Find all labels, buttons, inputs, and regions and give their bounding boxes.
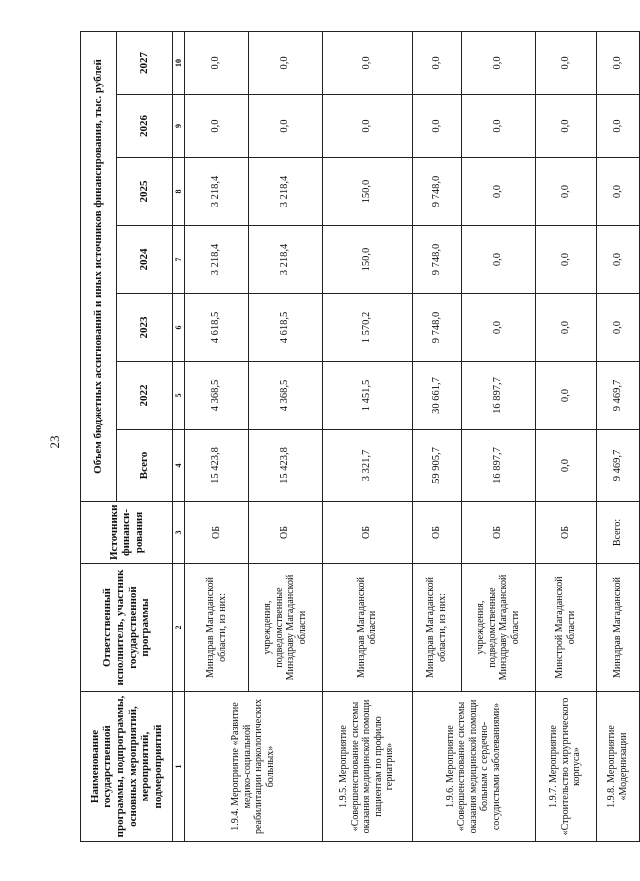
column-index: 3 [173,502,185,564]
value-cell: 0,0 [412,31,461,94]
value-cell: 0,0 [322,95,412,158]
value-cell: 3 218,4 [248,158,322,226]
value-cell: 0,0 [535,362,596,430]
value-cell: 16 897,7 [461,362,535,430]
financing-table [80,31,640,842]
value-cell: 4 368,5 [248,362,322,430]
header-year: 2026 [117,95,173,158]
value-cell: 0,0 [535,294,596,362]
header-name: Наименование государственной программы, подпрограммы, основных мероприятий, мероприятий, подмероприятий [81,692,173,842]
value-cell: 0,0 [185,31,248,94]
header-year: 2022 [117,362,173,430]
activity-name: 1.9.4. Мероприятие «Развитие медико-социальной реабилитации наркологических больных» [185,692,322,842]
executor-cell: учреждения, подведомственные Минздраву Магаданской области [461,564,535,692]
value-cell: 3 321,7 [322,430,412,502]
value-cell: 0,0 [461,158,535,226]
executor-cell: Минздрав Магаданской области [322,564,412,692]
value-cell: 0,0 [535,226,596,294]
column-index: 5 [173,362,185,430]
value-cell: 0,0 [596,158,639,226]
executor-cell: Минздрав Магаданской области, из них: [185,564,248,692]
source-cell: ОБ [535,502,596,564]
column-index: 10 [173,31,185,94]
header-year: 2027 [117,31,173,94]
executor-cell: Минздрав Магаданской [596,564,639,692]
value-cell: 1 570,2 [322,294,412,362]
value-cell: 0,0 [461,95,535,158]
rotated-table-container [80,32,640,842]
value-cell: 0,0 [535,95,596,158]
value-cell: 0,0 [596,95,639,158]
table-row [185,31,248,841]
column-index: 2 [173,564,185,692]
value-cell: 150,0 [322,226,412,294]
value-cell: 9 748,0 [412,158,461,226]
value-cell: 16 897,7 [461,430,535,502]
page-number: 23 [47,435,62,449]
column-index: 6 [173,294,185,362]
source-cell: ОБ [461,502,535,564]
value-cell: 0,0 [596,294,639,362]
header-year: Всего [117,430,173,502]
table-row [412,31,461,841]
value-cell: 0,0 [412,95,461,158]
header-year: 2023 [117,294,173,362]
value-cell: 0,0 [535,31,596,94]
executor-cell: Минздрав Магаданской области, из них: [412,564,461,692]
value-cell: 0,0 [461,31,535,94]
source-cell: Всего: [596,502,639,564]
value-cell: 30 661,7 [412,362,461,430]
value-cell: 4 618,5 [185,294,248,362]
activity-name: 1.9.8. Мероприятие «Модернизации [596,692,639,842]
value-cell: 9 748,0 [412,294,461,362]
value-cell: 0,0 [248,95,322,158]
value-cell: 3 218,4 [248,226,322,294]
table-row [322,31,412,841]
value-cell: 0,0 [322,31,412,94]
column-index: 7 [173,226,185,294]
column-index: 1 [173,692,185,842]
source-cell: ОБ [248,502,322,564]
header-source: Источники финанси-рования [81,502,173,564]
value-cell: 9 469,7 [596,430,639,502]
value-cell: 0,0 [596,226,639,294]
header-year: 2024 [117,226,173,294]
header-volume: Объем бюджетных ассигнований и иных источников финансирования, тыс. рублей [81,31,117,501]
value-cell: 15 423,8 [185,430,248,502]
source-cell: ОБ [412,502,461,564]
executor-cell: учреждения, подведомственные Минздраву Магаданской области [248,564,322,692]
activity-name: 1.9.7. Мероприятие «Строительство хирургического корпуса» [535,692,596,842]
header-executor: Ответственный исполнитель, участник государственной программы [81,564,173,692]
value-cell: 0,0 [535,158,596,226]
column-index: 8 [173,158,185,226]
value-cell: 3 218,4 [185,158,248,226]
value-cell: 1 451,5 [322,362,412,430]
column-index: 9 [173,95,185,158]
value-cell: 3 218,4 [185,226,248,294]
header-year: 2025 [117,158,173,226]
value-cell: 4 618,5 [248,294,322,362]
value-cell: 0,0 [461,226,535,294]
value-cell: 0,0 [248,31,322,94]
table-row [596,31,639,841]
value-cell: 59 905,7 [412,430,461,502]
value-cell: 0,0 [461,294,535,362]
value-cell: 9 748,0 [412,226,461,294]
activity-name: 1.9.6. Мероприятие «Совершенствование системы оказания медицинской помощи больным с сердечно-сосудистыми заболеваниями» [412,692,535,842]
source-cell: ОБ [185,502,248,564]
source-cell: ОБ [322,502,412,564]
value-cell: 0,0 [535,430,596,502]
table-row [535,31,596,841]
executor-cell: Минстрой Магаданской области [535,564,596,692]
value-cell: 4 368,5 [185,362,248,430]
value-cell: 0,0 [185,95,248,158]
column-index: 4 [173,430,185,502]
value-cell: 15 423,8 [248,430,322,502]
value-cell: 9 469,7 [596,362,639,430]
value-cell: 150,0 [322,158,412,226]
value-cell: 0,0 [596,31,639,94]
activity-name: 1.9.5. Мероприятие «Совершенствование системы оказания медицинской помощи пациентам по профилю гериатрия» [322,692,412,842]
